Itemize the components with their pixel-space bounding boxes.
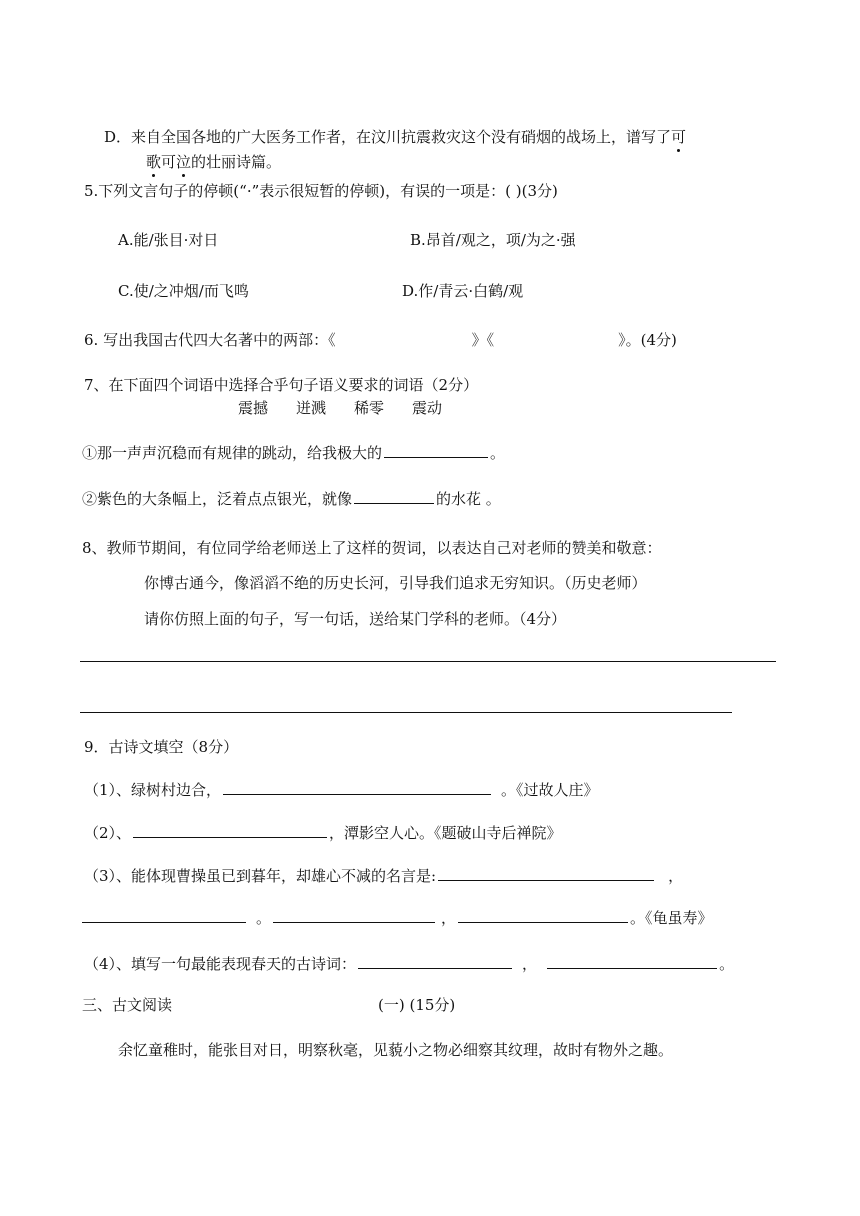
q4-option-d-text: D．来自全国各地的广大医务工作者，在汶川抗震救灾这个没有硝烟的战场上，谱写了 (104, 128, 672, 146)
q7-text: ①那一声声沉稳而有规律的跳动，给我极大的 (82, 444, 383, 462)
q9-text: （4）、填写一句最能表现春天的古诗词： (84, 955, 357, 973)
q9-item-2 (84, 821, 562, 844)
q8-answer-line[interactable] (80, 712, 732, 713)
q7-text: 的水花 。 (436, 490, 501, 508)
emphasis-char: 歌 (146, 153, 162, 171)
answer-blank[interactable] (384, 441, 488, 458)
word-option: 迸溅 (296, 399, 327, 417)
answer-blank[interactable] (223, 778, 491, 795)
word-option: 震动 (412, 399, 443, 417)
q5-option-a: A.能/张目·对日 (118, 231, 219, 249)
q7-word-list (238, 397, 442, 419)
emphasis-char: 泣 (176, 153, 192, 171)
q7-text: ②紫色的大条幅上，泛着点点银光，就像 (82, 490, 353, 508)
q9-text: ， (668, 867, 684, 885)
q9-text: （2）、 (84, 824, 132, 842)
q9-item-3 (84, 864, 683, 887)
answer-blank[interactable] (133, 821, 327, 838)
q9-text: 。 (256, 909, 272, 927)
answer-blank[interactable] (438, 864, 654, 881)
q5-option-c: C.使/之冲烟/而飞鸣 (118, 282, 249, 300)
q9-text: （1）、绿树村边合， (84, 781, 222, 799)
q9-item-4 (84, 952, 734, 975)
q9-item-3-cont (80, 906, 713, 929)
q9-text: ， (441, 909, 457, 927)
answer-blank[interactable] (82, 906, 246, 923)
q4-option-d-line1 (104, 126, 686, 148)
q6-text: 》《 (471, 331, 495, 349)
classical-text-paragraph: 余忆童稚时，能张目对日，明察秋毫，见藐小之物必细察其纹理，故时有物外之趣。 (118, 1041, 674, 1059)
answer-blank[interactable] (354, 487, 434, 504)
q9-text: 。 (719, 955, 735, 973)
q7-stem: 7、在下面四个词语中选择合乎句子语义要求的词语（2分） (84, 376, 479, 394)
q9-item-1 (84, 778, 599, 801)
q7-sentence-2 (82, 487, 501, 510)
q5-option-d: D.作/青云·白鹤/观 (402, 282, 524, 300)
q6-line (84, 329, 677, 351)
q7-sentence-1 (82, 441, 505, 464)
q7-text: 。 (490, 444, 506, 462)
answer-blank[interactable] (358, 952, 512, 969)
q9-text: ，潭影空人心。《题破山寺后禅院》 (329, 824, 562, 842)
answer-blank[interactable] (458, 906, 628, 923)
q8-task: 请你仿照上面的句子，写一句话，送给某门学科的老师。（4分） (144, 610, 567, 628)
section-3-subtitle: (一) (15分) (378, 996, 456, 1014)
word-option: 稀零 (354, 399, 385, 417)
q5-option-b: B.昂首/观之，项/为之·强 (410, 231, 576, 249)
q9-text: 。《过故人庄》 (501, 781, 599, 799)
q8-answer-line[interactable] (80, 661, 776, 662)
q5-stem: 5.下列文言句子的停顿(“·”表示很短暂的停顿)，有误的一项是：( )(3分) (84, 182, 558, 200)
q9-stem: 9．古诗文填空（8分） (84, 738, 239, 756)
answer-blank[interactable] (273, 906, 435, 923)
emphasis-char: 可 (671, 128, 687, 146)
q8-example: 你博古通今，像滔滔不绝的历史长河，引导我们追求无穷知识。（历史老师） (144, 574, 647, 592)
q4-option-d-text: 可 (161, 153, 177, 171)
word-option: 震撼 (238, 399, 269, 417)
q4-option-d-text: 的壮丽诗篇。 (191, 153, 282, 171)
section-3-title: 三、古文阅读 (82, 996, 173, 1014)
q9-text: （3）、能体现曹操虽已到暮年，却雄心不减的名言是: (84, 867, 437, 885)
q9-text: ， (522, 955, 538, 973)
q9-text: 。《龟虽寿》 (630, 909, 713, 927)
q6-text: 6. 写出我国古代四大名著中的两部：《 (84, 331, 336, 349)
q8-stem: 8、教师节期间，有位同学给老师送上了这样的贺词，以表达自己对老师的赞美和敬意： (82, 539, 662, 557)
q4-option-d-line2 (146, 151, 281, 173)
q6-text: 》。(4分) (618, 331, 677, 349)
answer-blank[interactable] (547, 952, 717, 969)
